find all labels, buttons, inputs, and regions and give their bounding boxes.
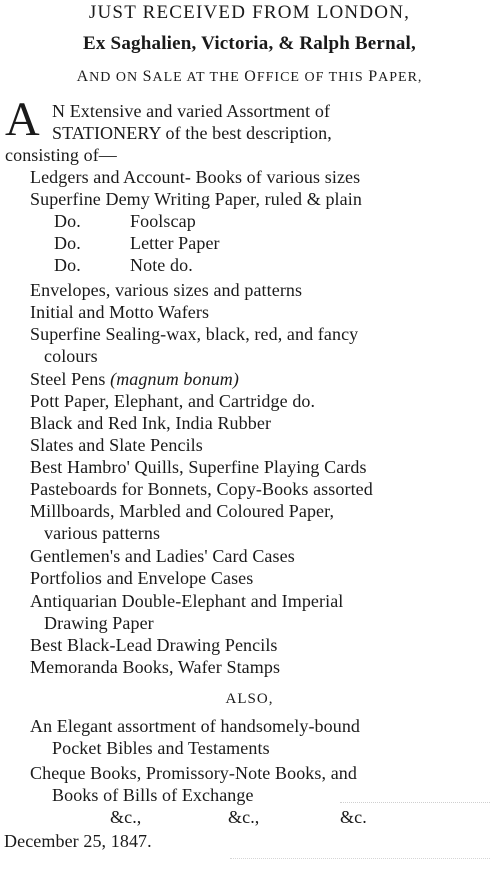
intro-line-1: N Extensive and varied Assortment of: [52, 101, 331, 121]
steel-pens-brand: (magnum bonum): [110, 369, 239, 389]
item-card-cases: Gentlemen's and Ladies' Card Cases: [30, 546, 295, 566]
item-millboards-continued: various patterns: [44, 523, 161, 543]
ditto-mark: Do.: [54, 233, 81, 253]
item-bibles-continued: Pocket Bibles and Testaments: [52, 738, 270, 758]
on-sale-text-d: ALE AT THE: [152, 70, 245, 85]
also-heading: ALSO,: [225, 691, 274, 707]
on-sale-cap-e: O: [244, 68, 257, 85]
item-cheque-books-continued: Books of Bills of Exchange: [52, 785, 254, 805]
on-sale-text-b: ND ON: [89, 70, 143, 85]
item-steel-pens: [30, 368, 239, 390]
etcetera: &c.,: [228, 807, 260, 827]
item-envelopes: Envelopes, various sizes and patterns: [30, 280, 303, 300]
on-sale-text-h: APER,: [378, 70, 423, 85]
item-antiquarian-continued: Drawing Paper: [44, 613, 154, 633]
item-sealing-wax: Superfine Sealing-wax, black, red, and fancy: [30, 324, 359, 344]
advertisement-date: December 25, 1847.: [4, 831, 152, 851]
item-quills: Best Hambro' Quills, Superfine Playing Cards: [30, 457, 367, 477]
on-sale-text-f: FFICE OF THIS: [256, 70, 369, 85]
item-pasteboards: Pasteboards for Bonnets, Copy-Books assorted: [30, 479, 373, 499]
intro-line-3: consisting of—: [5, 145, 117, 165]
drop-cap: A: [5, 93, 40, 146]
item-foolscap: Foolscap: [130, 211, 196, 231]
item-wafers: Initial and Motto Wafers: [30, 302, 210, 322]
on-sale-cap-a: A: [76, 68, 90, 85]
item-demy-paper: Superfine Demy Writing Paper, ruled & plain: [30, 189, 362, 209]
item-memoranda: Memoranda Books, Wafer Stamps: [30, 657, 281, 677]
item-ledgers: Ledgers and Account- Books of various sizes: [30, 167, 361, 187]
item-note-paper: Note do.: [130, 255, 193, 275]
ships-line: Ex Saghalien, Victoria, & Ralph Bernal,: [83, 33, 416, 54]
item-portfolios: Portfolios and Envelope Cases: [30, 568, 254, 588]
item-pencils: Best Black-Lead Drawing Pencils: [30, 635, 278, 655]
item-sealing-wax-continued: colours: [44, 346, 98, 366]
etcetera: &c.,: [110, 807, 142, 827]
item-slates: Slates and Slate Pencils: [30, 435, 203, 455]
on-sale-cap-g: P: [368, 68, 379, 85]
on-sale-cap-c: S: [142, 68, 153, 85]
ditto-mark: Do.: [54, 255, 81, 275]
ditto-mark: Do.: [54, 211, 81, 231]
item-ink: Black and Red Ink, India Rubber: [30, 413, 272, 433]
etcetera: &c.: [340, 807, 367, 827]
item-letter-paper: Letter Paper: [130, 233, 220, 253]
item-cheque-books: Cheque Books, Promissory-Note Books, and: [30, 763, 357, 783]
item-millboards: Millboards, Marbled and Coloured Paper,: [30, 501, 335, 521]
item-pott-paper: Pott Paper, Elephant, and Cartridge do.: [30, 391, 316, 411]
item-bibles: An Elegant assortment of handsomely-bound: [30, 716, 361, 736]
intro-line-2: STATIONERY of the best description,: [52, 123, 332, 143]
item-antiquarian: Antiquarian Double-Elephant and Imperial: [30, 591, 344, 611]
headline: JUST RECEIVED FROM LONDON,: [88, 2, 411, 23]
steel-pens-label: Steel Pens: [30, 369, 111, 389]
print-smudge: [340, 788, 490, 803]
on-sale-line: [0, 66, 499, 89]
print-smudge: [230, 846, 490, 859]
